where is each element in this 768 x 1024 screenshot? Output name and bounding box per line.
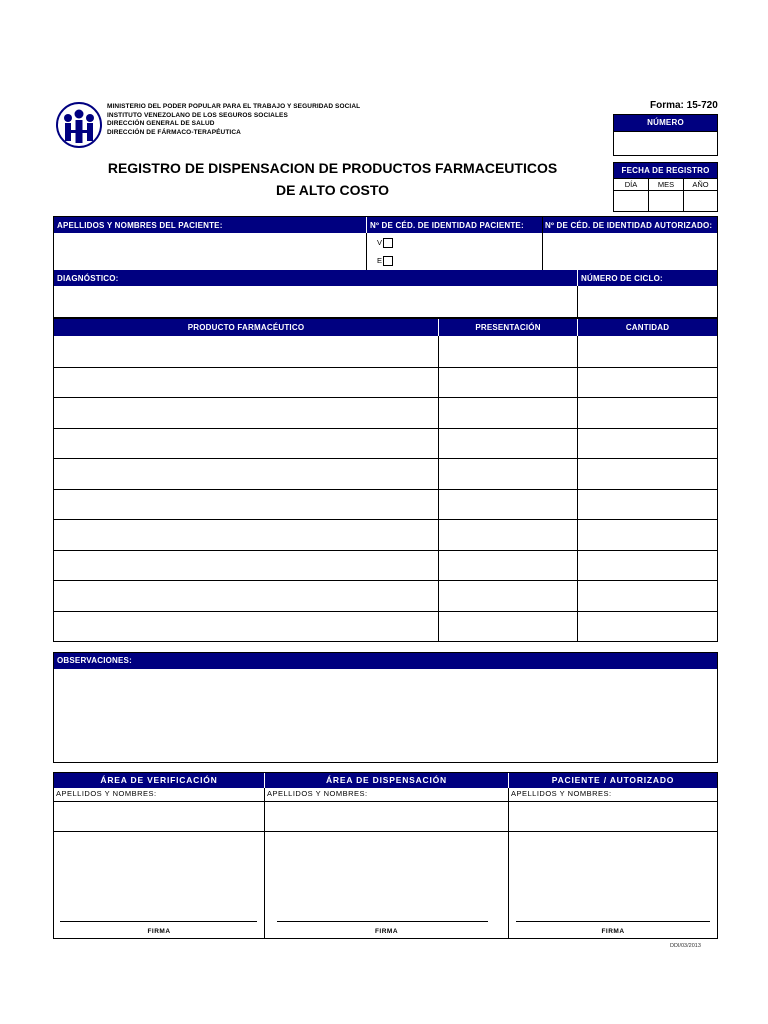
area-paciente-title: PACIENTE / AUTORIZADO: [551, 775, 675, 785]
paciente-signature-area[interactable]: [509, 832, 717, 922]
ciclo-label: NÚMERO DE CICLO:: [581, 274, 663, 283]
org-line-3: DIRECCIÓN GENERAL DE SALUD: [107, 120, 215, 127]
producto-cell[interactable]: [54, 429, 438, 459]
verificacion-name-field[interactable]: [54, 802, 264, 831]
products-table: [53, 318, 718, 642]
cantidad-cell[interactable]: [578, 337, 717, 367]
area-verificacion-title: ÁREA DE VERIFICACIÓN: [100, 775, 218, 785]
cantidad-cell[interactable]: [578, 398, 717, 428]
cantidad-cell[interactable]: [578, 520, 717, 550]
auth-ced-label: Nº DE CÉD. DE IDENTIDAD AUTORIZADO:: [545, 221, 713, 230]
observaciones-field[interactable]: [54, 669, 717, 762]
option-v[interactable]: [377, 238, 393, 248]
presentacion-cell[interactable]: [439, 581, 577, 611]
table-row: [54, 611, 717, 642]
cantidad-cell[interactable]: [578, 612, 717, 642]
patient-section: [53, 216, 718, 318]
area-dispensacion-title: ÁREA DE DISPENSACIÓN: [325, 775, 447, 785]
org-line-1: MINISTERIO DEL PODER POPULAR PARA EL TRABAJO Y SEGURIDAD SOCIAL: [107, 103, 361, 110]
cantidad-cell[interactable]: [578, 368, 717, 398]
col-cantidad: CANTIDAD: [625, 323, 670, 332]
observaciones-label: OBSERVACIONES:: [54, 653, 717, 669]
org-header: [107, 103, 407, 137]
option-e-label: E: [377, 256, 383, 265]
table-row: [54, 489, 717, 520]
paciente-signature-line: [516, 921, 710, 922]
checkbox-v[interactable]: [383, 238, 393, 248]
area-dispensacion-sub: APELLIDOS Y NOMBRES:: [267, 789, 368, 798]
area-verificacion-sub: APELLIDOS Y NOMBRES:: [56, 789, 157, 798]
title-line-1: REGISTRO DE DISPENSACION DE PRODUCTOS FARMACEUTICOS: [107, 160, 558, 176]
org-line-4: DIRECCIÓN DE FÁRMACO-TERAPÉUTICA: [107, 128, 241, 136]
verificacion-signature-area[interactable]: [54, 832, 264, 922]
fecha-label: FECHA DE REGISTRO: [614, 163, 717, 178]
observaciones-section: [53, 652, 718, 763]
diag-field[interactable]: [54, 286, 577, 317]
table-row: [54, 428, 717, 459]
ciclo-field[interactable]: [578, 286, 717, 317]
dispensacion-signature-area[interactable]: [265, 832, 508, 922]
diag-label: DIAGNÓSTICO:: [57, 274, 119, 283]
producto-cell[interactable]: [54, 368, 438, 398]
option-v-label: V: [377, 238, 383, 247]
patient-name-label: APELLIDOS Y NOMBRES DEL PACIENTE:: [57, 221, 223, 230]
numero-field[interactable]: [614, 131, 717, 156]
presentacion-cell[interactable]: [439, 459, 577, 489]
table-row: [54, 367, 717, 398]
producto-cell[interactable]: [54, 398, 438, 428]
producto-cell[interactable]: [54, 520, 438, 550]
dispensacion-name-field[interactable]: [265, 802, 508, 831]
firma-verificacion: FIRMA: [147, 928, 171, 935]
firma-dispensacion: FIRMA: [374, 928, 399, 935]
area-paciente-sub: APELLIDOS Y NOMBRES:: [511, 789, 612, 798]
cantidad-cell[interactable]: [578, 429, 717, 459]
table-row: [54, 550, 717, 581]
col-producto: PRODUCTO FARMACÉUTICO: [187, 323, 305, 332]
cantidad-cell[interactable]: [578, 490, 717, 520]
numero-box: [613, 114, 718, 156]
title-line-2: DE ALTO COSTO: [275, 182, 390, 198]
fecha-dia: DÍA: [624, 180, 638, 189]
presentacion-cell[interactable]: [439, 551, 577, 581]
forma-code: Forma: 15-720: [650, 100, 718, 111]
cantidad-cell[interactable]: [578, 551, 717, 581]
col-presentacion: PRESENTACIÓN: [475, 323, 541, 332]
auth-ced-field[interactable]: [543, 233, 717, 270]
producto-cell[interactable]: [54, 581, 438, 611]
verificacion-signature-line: [60, 921, 257, 922]
table-row: [54, 397, 717, 428]
presentacion-cell[interactable]: [439, 429, 577, 459]
producto-cell[interactable]: [54, 459, 438, 489]
org-line-2: INSTITUTO VENEZOLANO DE LOS SEGUROS SOCIALES: [107, 111, 288, 119]
presentacion-cell[interactable]: [439, 337, 577, 367]
table-row: [54, 336, 717, 367]
producto-cell[interactable]: [54, 337, 438, 367]
firma-paciente: FIRMA: [601, 928, 625, 935]
presentacion-cell[interactable]: [439, 612, 577, 642]
footer-code: DDI/03/2013: [670, 943, 701, 949]
producto-cell[interactable]: [54, 551, 438, 581]
patient-ced-label: Nº DE CÉD. DE IDENTIDAD PACIENTE:: [370, 221, 524, 230]
producto-cell[interactable]: [54, 490, 438, 520]
areas-section: [53, 772, 718, 939]
presentacion-cell[interactable]: [439, 368, 577, 398]
patient-ced-field[interactable]: [399, 233, 541, 270]
table-row: [54, 519, 717, 550]
fecha-box: [613, 162, 718, 212]
fecha-ano: AÑO: [692, 180, 709, 189]
presentacion-cell[interactable]: [439, 490, 577, 520]
numero-label: NÚMERO: [614, 115, 717, 131]
cantidad-cell[interactable]: [578, 581, 717, 611]
fecha-mes: MES: [657, 180, 675, 189]
table-row: [54, 580, 717, 611]
presentacion-cell[interactable]: [439, 398, 577, 428]
patient-name-field[interactable]: [54, 233, 366, 270]
paciente-name-field[interactable]: [509, 802, 717, 831]
table-row: [54, 458, 717, 489]
ivss-logo: [56, 102, 102, 148]
presentacion-cell[interactable]: [439, 520, 577, 550]
checkbox-e[interactable]: [383, 256, 393, 266]
option-e[interactable]: [377, 256, 393, 266]
form-title: [60, 157, 605, 201]
dispensacion-signature-line: [277, 921, 488, 922]
cantidad-cell[interactable]: [578, 459, 717, 489]
producto-cell[interactable]: [54, 612, 438, 642]
